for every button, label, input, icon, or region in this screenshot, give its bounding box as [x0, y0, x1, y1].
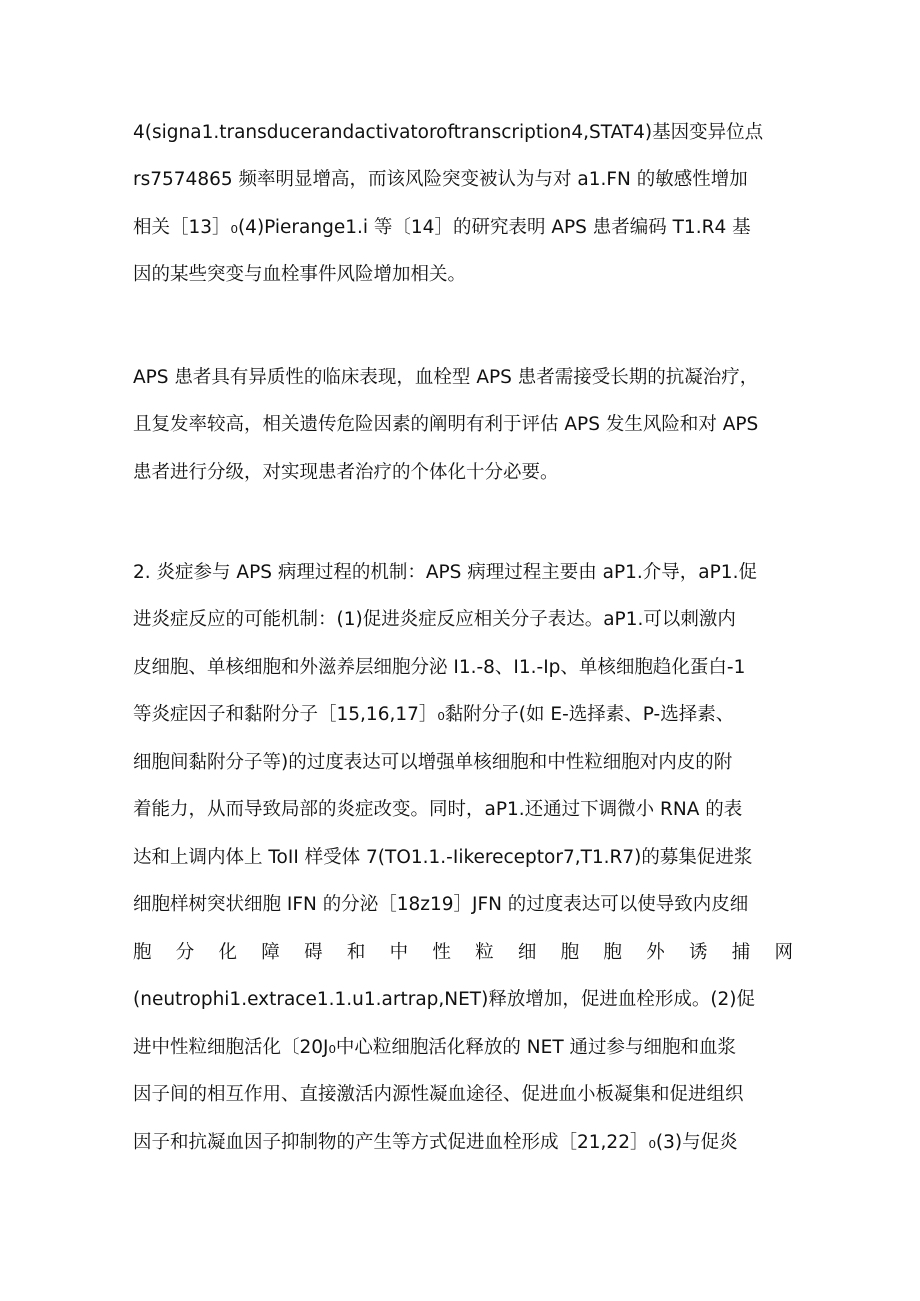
text-line: 细胞间黏附分子等)的过度表达可以增强单核细胞和中性粒细胞对内皮的附 [133, 752, 733, 773]
text-line: rs7574865 频率明显增高，而该风险突变被认为与对 a1.FN 的敏感性增加 [133, 169, 748, 190]
char: 中 [389, 942, 409, 963]
text-line: APS 患者具有异质性的临床表现，血栓型 APS 患者需接受长期的抗凝治疗， [133, 367, 759, 388]
char: 胞 [133, 942, 152, 963]
char: 捕 [731, 942, 751, 963]
text-line: 细胞样树突状细胞 IFN 的分泌［18z19］JFN 的过度表达可以使导致内皮细 [133, 894, 749, 915]
char: 性 [432, 942, 451, 963]
char: 碍 [304, 942, 323, 963]
text-line: 皮细胞、单核细胞和外滋养层细胞分泌 I1.-8、I1.-Ip、单核细胞趋化蛋白-1 [133, 657, 746, 678]
text-line: 且复发率较高，相关遗传危险因素的阐明有利于评估 APS 发生风险和对 APS [133, 414, 759, 435]
char: 细 [517, 942, 537, 963]
text-line: 因的某些突变与血栓事件风险增加相关。 [133, 264, 467, 285]
text-line: 因子和抗凝血因子抑制物的产生等方式促进血栓形成［21,22］₀(3)与促炎 [133, 1132, 738, 1153]
text-line: 等炎症因子和黏附分子［15,16,17］₀黏附分子(如 E-选择素、P-选择素、 [133, 704, 735, 725]
char: 网 [774, 942, 793, 963]
text-line: 进炎症反应的可能机制：(1)促进炎症反应相关分子表达。aP1.可以刺激内 [133, 609, 736, 630]
text-line: 着能力，从而导致局部的炎症改变。同时，aP1.还通过下调微小 RNA 的表 [133, 799, 743, 820]
text-line: 进中性粒细胞活化〔20J₀中心粒细胞活化释放的 NET 通过参与细胞和血浆 [133, 1037, 737, 1058]
char: 障 [261, 942, 280, 963]
text-line: 相关［13］₀(4)Pierange1.i 等〔14］的研究表明 APS 患者编码 T1.R4 基 [133, 217, 751, 238]
text-line: 达和上调内体上 ToII 样受体 7(TO1.1.-Iikereceptor7,T1.R7)的募集促进浆 [133, 847, 753, 868]
text-line: 患者进行分级，对实现患者治疗的个体化十分必要。 [133, 462, 559, 483]
char: 胞 [603, 942, 622, 963]
text-line-justified [133, 941, 793, 965]
char: 化 [218, 942, 238, 963]
char: 粒 [475, 942, 494, 963]
char: 分 [175, 942, 195, 963]
text-line: 4(signa1.transducerandactivatoroftranscription4,STAT4)基因变异位点 [133, 122, 764, 143]
text-line: 因子间的相互作用、直接激活内源性凝血途径、促进血小板凝集和促进组织 [133, 1084, 744, 1105]
char: 外 [646, 942, 665, 963]
text-line: 2. 炎症参与 APS 病理过程的机制：APS 病理过程主要由 aP1.介导，aP1.促 [133, 562, 757, 583]
char: 胞 [560, 942, 580, 963]
char: 诱 [688, 942, 708, 963]
text-line: (neutrophi1.extrace1.1.u1.artrap,NET)释放增加，促进血栓形成。(2)促 [133, 989, 756, 1010]
char: 和 [346, 942, 366, 963]
